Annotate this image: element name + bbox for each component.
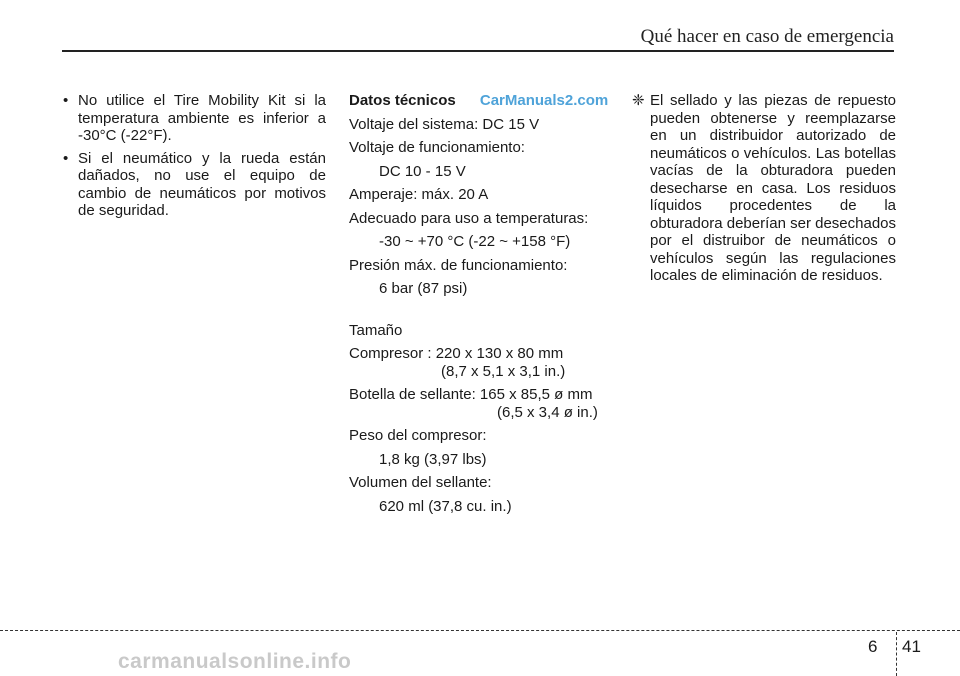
- note-text: El sellado y las piezas de repuesto pueden obtenerse y reemplazarse en un distribuidor autorizado de neumáticos o vehículos. Las botellas vacías de la obturadora pueden desecharse en casa. Los residuos líquidos procedentes de la obturadora deberían ser desechados por el distruibor de neumáticos o vehículos según las regulaciones locales de eliminación de residuos.: [650, 92, 897, 284]
- tech-heading: Datos técnicos: [349, 92, 456, 109]
- bottle-size-line1: Botella de sellante: 165 x 85,5 ø mm: [349, 386, 593, 403]
- compressor-size: [349, 345, 613, 380]
- note-mark-icon: ❈: [632, 92, 645, 109]
- bullet-dot-icon: •: [63, 92, 69, 109]
- watermark-bottom[interactable]: carmanualsonline.info: [118, 650, 352, 673]
- page-number: 41: [902, 637, 921, 656]
- weight-label: Peso del compresor:: [349, 427, 487, 444]
- column-3-note: [632, 92, 896, 285]
- bottle-size: [349, 386, 613, 421]
- size-label: Tamaño: [349, 321, 403, 339]
- volume-label: Volumen del sellante:: [349, 474, 492, 491]
- disposal-note: [632, 92, 896, 285]
- column-2-technical-data: [349, 92, 613, 521]
- tech-heading-row: [349, 92, 613, 110]
- bottle-size-line2: (6,5 x 3,4 ø in.): [497, 403, 598, 421]
- compressor-size-line1: Compresor : 220 x 130 x 80 mm: [349, 345, 564, 362]
- volume-value: 620 ml (37,8 cu. in.): [379, 497, 512, 515]
- header-rule: [62, 50, 894, 52]
- column-1: [62, 92, 326, 225]
- page-header-title: Qué hacer en caso de emergencia: [640, 26, 894, 47]
- pressure-value: 6 bar (87 psi): [379, 280, 468, 297]
- bullet-text: Si el neumático y la rueda están dañados, no use el equipo de cambio de neumáticos por motivos de seguridad.: [78, 149, 326, 219]
- watermark-top[interactable]: CarManuals2.com: [479, 92, 609, 109]
- bullet-text: No utilice el Tire Mobility Kit si la temperatura ambiente es inferior a -30°C (-22°F).: [78, 92, 326, 144]
- voltage-system: Voltaje del sistema: DC 15 V: [349, 115, 540, 133]
- temp-label: Adecuado para uso a temperaturas:: [349, 209, 589, 227]
- pressure-label: Presión máx. de funcionamiento:: [349, 256, 568, 274]
- page-divider: [896, 632, 897, 676]
- footer-rule: [0, 630, 960, 631]
- bullet-dot-icon: •: [63, 149, 69, 167]
- voltage-operating-value: DC 10 - 15 V: [379, 162, 466, 180]
- bullet-item: [62, 150, 326, 220]
- compressor-size-line2: (8,7 x 5,1 x 3,1 in.): [441, 362, 566, 380]
- chapter-number: 6: [868, 637, 878, 656]
- temp-value: -30 ~ +70 °C (-22 ~ +158 °F): [379, 233, 571, 250]
- voltage-operating-label: Voltaje de funcionamiento:: [349, 139, 525, 156]
- weight-value: 1,8 kg (3,97 lbs): [379, 450, 487, 468]
- amperage: Amperaje: máx. 20 A: [349, 186, 489, 203]
- bullet-item: [62, 92, 326, 145]
